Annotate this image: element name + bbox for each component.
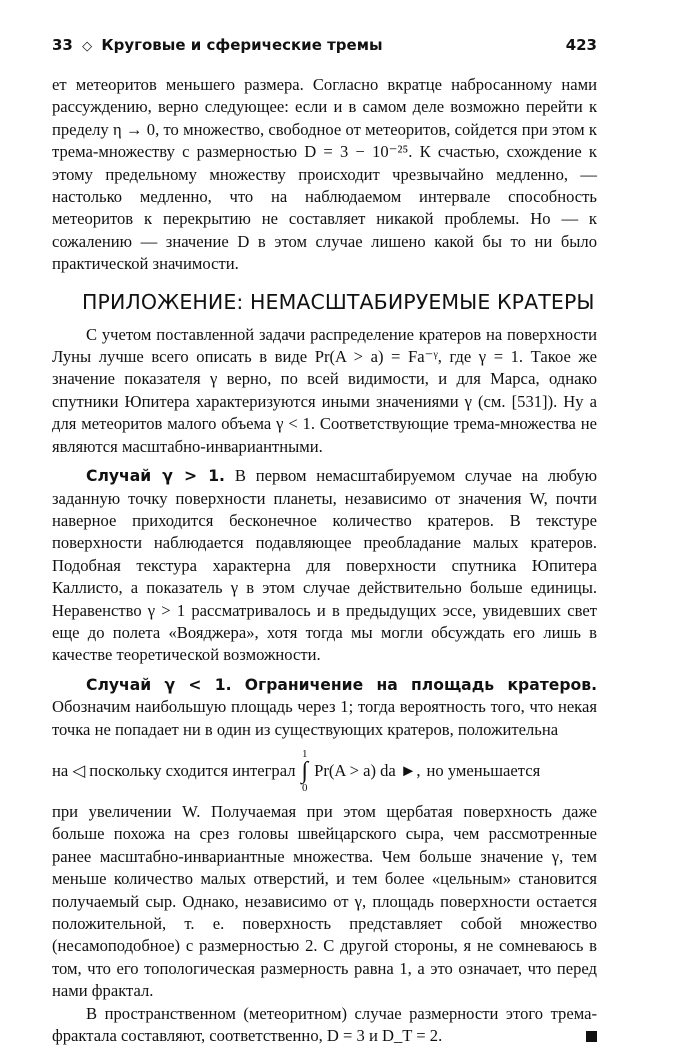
integral-prefix: на ◁ поскольку сходится интеграл (52, 760, 296, 780)
integral-line (52, 747, 597, 795)
book-page (52, 36, 597, 1047)
integral-suffix: но уменьшается (426, 760, 541, 780)
integral-icon: ∫ (301, 757, 309, 784)
header-left (52, 36, 387, 54)
case-2-heading: Случай γ < 1. Ограничение на площадь кратеров. (86, 675, 597, 694)
case-1-paragraph (52, 465, 597, 667)
end-of-proof-square-icon (586, 1031, 597, 1042)
case-1-text: В первом немасштабируемом случае на любую заданную точку поверхности планеты, независимо от значения W, почти наверное приходится бесконечное количество кратеров. В текстуре поверхности наблюдается подавляющее преобладание малых кратеров. Подобная текстура характерна для поверхности спутника Юпитера Каллисто, а показатель γ в этом случае действительно больше единицы. Неравенство γ > 1 рассматривалось и в предыдущих эссе, увидевших свет еще до полета «Вояджера», хотя тогда мы могли обсуждать его лишь в качестве теоретической возможности. (52, 466, 597, 665)
paragraph-2: С учетом поставленной задачи распределение кратеров на поверхности Луны лучше всего описать в виде Pr(A > a) = Fa⁻ᵞ, где γ = 1. Такое же значение показателя γ верно, по всей видимости, и для Марса, однако спутники Юпитера характеризуются иными значениями γ (см. [531]). Ну а для метеоритов малого объема γ < 1. Соответствующие трема-множества не являются масштабно-инвариантными. (52, 324, 597, 456)
last-paragraph-text: В пространственном (метеоритном) случае размерности этого трема-фрактала составляют, соответственно, D = 3 и D_T = 2. (52, 1003, 597, 1046)
integral-lower-limit: 0 (302, 781, 308, 794)
case-2-paragraph (52, 674, 597, 741)
case-2-text-b: при увеличении W. Получаемая при этом щербатая поверхность даже больше похожа на срез головы швейцарского сыра, чем рассмотренные ранее масштабно-инвариантные множества. Чем больше значение γ, тем меньше количество малых отверстий, и тем более «цельным» становится получаемый сыр. Однако, независимо от γ, площадь поверхности остается положительной, т. е. поверхность представляет собой множество (несамоподобное) с размерностью 2. С другой стороны, я не сомневаюсь в том, что его топологическая размерность равна 1, а это означает, что перед нами фрактал. (52, 801, 597, 1001)
integral-upper-limit: 1 (302, 747, 308, 760)
section-title: ПРИЛОЖЕНИЕ: НЕМАСШТАБИРУЕМЫЕ КРАТЕРЫ (82, 289, 595, 314)
case-1-heading: Случай γ > 1. (86, 467, 225, 486)
integrand: Pr(A > a) da ►, (314, 760, 421, 780)
diamond-icon: ◇ (82, 39, 93, 54)
chapter-number: 33 (52, 36, 73, 54)
integral-sign (302, 747, 309, 795)
paragraph-1: ет метеоритов меньшего размера. Согласно вкратце набросанному нами рассуждению, верно следующее: если и в самом деле возможно перейти к пределу η → 0, то множество, свободное от метеоритов, сойдется при этом к трема-множеству с размерностью D = 3 − 10⁻²⁵. К счастью, схождение к этому предельному множеству происходит чрезвычайно медленно, — настолько медленно, что на наблюдаемом интервале способность метеоритов к перекрытию не составляет никакой проблемы. Но — к сожалению — значение D в этом случае лишено какой бы то ни было практической значимости. (52, 75, 597, 274)
case-2-text-a: Обозначим наибольшую площадь через 1; тогда вероятность того, что некая точка не попадает ни в один из существующих кратеров, положительна (52, 697, 597, 739)
running-header (52, 36, 597, 54)
last-paragraph (52, 1003, 597, 1047)
chapter-title: Круговые и сферические тремы (101, 36, 383, 54)
page-number: 423 (565, 36, 597, 54)
